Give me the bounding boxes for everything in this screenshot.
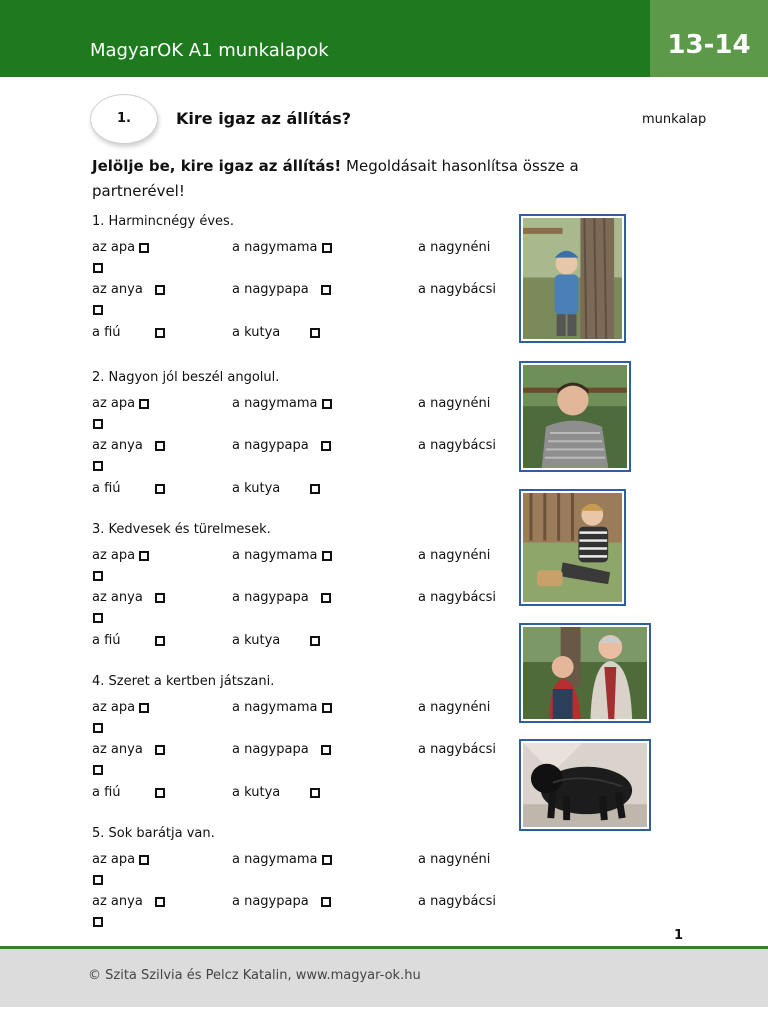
checkbox-apa[interactable]: [139, 703, 149, 713]
checkbox-nagypapa[interactable]: [321, 441, 331, 451]
option-anya: az anya: [92, 894, 165, 909]
question-4: [92, 674, 512, 804]
header-bar: [0, 0, 650, 77]
exercise-number-oval: [90, 94, 158, 144]
checkbox-nagypapa[interactable]: [321, 897, 331, 907]
instruction: [92, 154, 592, 204]
option-nagybacsi: a nagybácsi: [418, 438, 496, 453]
option-fiu: a fiú: [92, 325, 165, 340]
checkbox-kutya[interactable]: [310, 788, 320, 798]
option-nagyneni: a nagynéni: [418, 548, 491, 563]
option-nagyneni: a nagynéni: [418, 396, 491, 411]
checkbox-nagypapa[interactable]: [321, 745, 331, 755]
photo-woman: [519, 489, 626, 606]
checkbox-nagymama[interactable]: [322, 399, 332, 409]
question-title: 1. Harmincnégy éves.: [92, 214, 234, 229]
black-dog-illustration: [523, 743, 647, 827]
footer-copyright: © Szita Szilvia és Pelcz Katalin, www.magyar-ok.hu: [88, 968, 421, 983]
option-nagymama: a nagymama: [232, 396, 332, 411]
checkbox-fiu[interactable]: [155, 328, 165, 338]
checkbox-nagybacsi[interactable]: [93, 765, 103, 775]
checkbox-kutya[interactable]: [310, 636, 320, 646]
option-nagybacsi: a nagybácsi: [418, 742, 496, 757]
question-1: [92, 214, 512, 344]
exercise-number: 1.: [117, 111, 131, 126]
question-title: 3. Kedvesek és türelmesek.: [92, 522, 271, 537]
option-nagymama: a nagymama: [232, 548, 332, 563]
checkbox-anya[interactable]: [155, 745, 165, 755]
checkbox-anya[interactable]: [155, 897, 165, 907]
checkbox-kutya[interactable]: [310, 484, 320, 494]
option-nagymama: a nagymama: [232, 240, 332, 255]
option-kutya: a kutya: [232, 481, 320, 496]
instruction-rest: Megoldásait hasonlítsa össze a partnerével!: [92, 157, 579, 200]
option-apa: az apa: [92, 240, 149, 255]
photo-grandparents: [519, 623, 651, 723]
checkbox-nagybacsi[interactable]: [93, 613, 103, 623]
checkbox-nagyneni[interactable]: [93, 875, 103, 885]
option-kutya: a kutya: [232, 325, 320, 340]
option-nagypapa: a nagypapa: [232, 438, 331, 453]
checkbox-apa[interactable]: [139, 855, 149, 865]
checkbox-fiu[interactable]: [155, 636, 165, 646]
option-fiu: a fiú: [92, 633, 165, 648]
checkbox-nagymama[interactable]: [322, 703, 332, 713]
photo-dog: [519, 739, 651, 831]
checkbox-nagyneni[interactable]: [93, 571, 103, 581]
option-nagyneni: a nagynéni: [418, 240, 491, 255]
checkbox-apa[interactable]: [139, 551, 149, 561]
checkbox-nagybacsi[interactable]: [93, 461, 103, 471]
option-nagypapa: a nagypapa: [232, 742, 331, 757]
question-title: 2. Nagyon jól beszél angolul.: [92, 370, 280, 385]
option-apa: az apa: [92, 548, 149, 563]
page-number: 1: [674, 928, 684, 943]
checkbox-nagyneni[interactable]: [93, 263, 103, 273]
checkbox-nagybacsi[interactable]: [93, 917, 103, 927]
question-2: [92, 370, 512, 500]
option-anya: az anya: [92, 282, 165, 297]
checkbox-anya[interactable]: [155, 593, 165, 603]
option-nagymama: a nagymama: [232, 700, 332, 715]
page-range-badge: 13-14: [650, 0, 768, 77]
exercise-type-label: munkalap: [642, 112, 707, 127]
option-apa: az apa: [92, 700, 149, 715]
checkbox-apa[interactable]: [139, 243, 149, 253]
question-title: 4. Szeret a kertben játszani.: [92, 674, 275, 689]
instruction-bold: Jelölje be, kire igaz az állítás!: [92, 157, 342, 175]
checkbox-nagybacsi[interactable]: [93, 305, 103, 315]
checkbox-apa[interactable]: [139, 399, 149, 409]
checkbox-kutya[interactable]: [310, 328, 320, 338]
option-nagybacsi: a nagybácsi: [418, 894, 496, 909]
option-nagyneni: a nagynéni: [418, 852, 491, 867]
option-nagybacsi: a nagybácsi: [418, 590, 496, 605]
option-fiu: a fiú: [92, 785, 165, 800]
option-anya: az anya: [92, 742, 165, 757]
option-nagypapa: a nagypapa: [232, 282, 331, 297]
option-nagypapa: a nagypapa: [232, 894, 331, 909]
checkbox-nagyneni[interactable]: [93, 419, 103, 429]
footer-bar: [0, 949, 768, 1007]
option-nagybacsi: a nagybácsi: [418, 282, 496, 297]
option-apa: az apa: [92, 852, 149, 867]
checkbox-nagymama[interactable]: [322, 551, 332, 561]
option-kutya: a kutya: [232, 633, 320, 648]
question-title: 5. Sok barátja van.: [92, 826, 215, 841]
checkbox-anya[interactable]: [155, 441, 165, 451]
option-anya: az anya: [92, 438, 165, 453]
young-man-illustration: [523, 365, 627, 468]
checkbox-nagymama[interactable]: [322, 855, 332, 865]
option-nagypapa: a nagypapa: [232, 590, 331, 605]
checkbox-nagyneni[interactable]: [93, 723, 103, 733]
checkbox-fiu[interactable]: [155, 788, 165, 798]
grandparents-illustration: [523, 627, 647, 719]
photo-young-man: [519, 361, 631, 472]
header-title: MagyarOK A1 munkalapok: [90, 40, 329, 61]
checkbox-nagypapa[interactable]: [321, 593, 331, 603]
option-apa: az apa: [92, 396, 149, 411]
checkbox-nagypapa[interactable]: [321, 285, 331, 295]
option-nagyneni: a nagynéni: [418, 700, 491, 715]
checkbox-nagymama[interactable]: [322, 243, 332, 253]
boy-by-tree-illustration: [523, 218, 622, 339]
option-anya: az anya: [92, 590, 165, 605]
option-fiu: a fiú: [92, 481, 165, 496]
option-nagymama: a nagymama: [232, 852, 332, 867]
checkbox-fiu[interactable]: [155, 484, 165, 494]
option-kutya: a kutya: [232, 785, 320, 800]
checkbox-anya[interactable]: [155, 285, 165, 295]
woman-sitting-illustration: [523, 493, 622, 602]
photo-boy: [519, 214, 626, 343]
question-3: [92, 522, 512, 652]
exercise-title: Kire igaz az állítás?: [176, 109, 351, 128]
question-5: [92, 826, 512, 926]
